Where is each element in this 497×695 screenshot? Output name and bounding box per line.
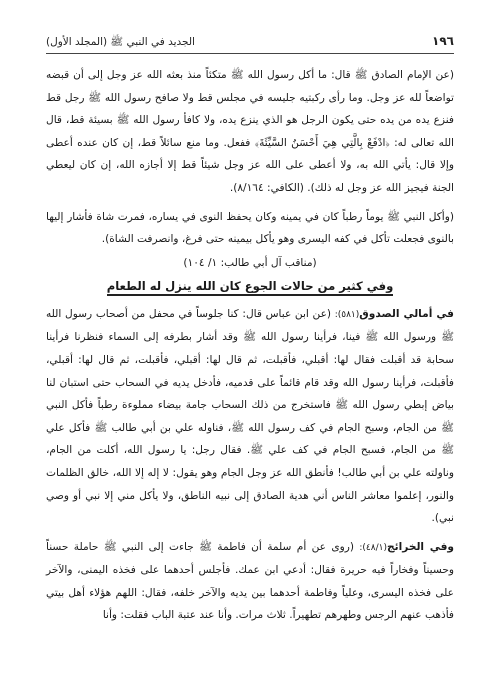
source-amali: في أمالي الصدوق	[359, 307, 454, 320]
ref-kharaij: (٤٨/١):	[359, 542, 387, 553]
text-kharaij: (روى عن أم سلمة أن فاطمة ﷺ جاءت إلى النبي ﷺ حاملة حسناً وحسيناً وفخاراً فيه حريرة فقال: أدعي ابن عمك. فأجلس أحدهما على فخذه اليمنى، والآخر على فخذه اليسرى، وعلياً وفاطمة أحدهما بين يديه والآخر خلفه، فقال: اللهم هؤلاء أهل بيتي فأذهب عنهم الرجس وطهرهم تطهيراً. ثلاث مرات. وأنا عند عتبة الباب فقلت: وأنا	[46, 540, 454, 622]
paragraph-dates-hadith: (وأكل النبي ﷺ يوماً رطباً كان في يمينه وكان يحفظ النوى في يساره، فمرت شاة فأشار إليها بالنوى فجعلت تأكل في كفه اليسرى وهو يأكل بيمينه حتى فرغ، وانصرفت الشاة).	[46, 210, 454, 246]
page-header	[46, 34, 454, 51]
ref-amali: (٥٨١):	[334, 309, 360, 320]
paragraph-amali	[46, 303, 454, 530]
section-heading	[46, 279, 454, 293]
header-divider	[46, 53, 454, 54]
paragraph-kharaij	[46, 536, 454, 627]
section-heading-text: وفي كثير من حالات الجوع كان الله ينزل له الطعام	[107, 279, 394, 296]
running-title: الجديد في النبي ﷺ (المجلد الأول)	[46, 36, 195, 48]
source-kharaij: وفي الخرائج	[386, 540, 454, 553]
page-body	[46, 64, 454, 633]
page-number: ١٩٦	[432, 34, 454, 48]
citation-manaqib: (مناقب آل أبي طالب: ١/ ١٠٤)	[183, 256, 317, 269]
paragraph-kafi-hadith: (عن الإمام الصادق ﷺ قال: ما أكل رسول الله ﷺ متكئاً منذ بعثه الله عز وجل إلى أن قبضه تواضعاً لله عز وجل. وما رأى ركبتيه جليسه في مجلس قط ولا صافح رسول الله ﷺ رجل قط فنزع يده من يده حتى يكون الرجل هو الذي ينزع يده، ولا كافأ رسول الله ﷺ بسيئة قط، قال الله تعالى له: ﴿ادْفَعْ بِالَّتِي هِيَ أَحْسَنُ السَّيِّئَةَ﴾ ففعل. وما منع سائلاً قط، إن كان عنده أعطى وإلا قال: يأتي الله به، ولا أعطى على الله عز وجل شيئاً قط إلا أجازه الله، إن كان ليعطي الجنة فيجيز الله عز وجل له ذلك). (الكافي: ٨/١٦٤).	[46, 69, 454, 194]
text-amali: (عن ابن عباس قال: كنا جلوساً في محفل من أصحاب رسول الله ﷺ ورسول الله ﷺ فينا، فرأينا رسول الله ﷺ وقد أشار بطرفه إلى السماء فنظرنا فرأينا سحابة قد أقبلت فقال لها: أقبلي، فأقبلت، ثم قال لها: أقبلي، فأقبلت، ثم قال لها: أقبلي، فأقبلت، فرأينا رسول الله وقد قام قائماً على قدميه، فأدخل يديه في السحاب حتى استبان لنا بياض إبطي رسول الله ﷺ فاستخرج من ذلك السحاب جامة بيضاء مملوءة رطباً فأكل النبي ﷺ من الجام، وسبح الجام في كف رسول الله ﷺ، فناوله علي بن أبي طالب ﷺ فأكل علي ﷺ من الجام، فسبح الجام في كف علي ﷺ. فقال رجل: يا رسول الله، أكلت من الجام، وناولته علي بن أبي طالب! فأنطق الله عز وجل الجام وهو يقول: لا إله إلا الله، خالق الظلمات والنور، إعلموا معاشر الناس أني هدية الصادق إلى نبيه الناطق، ولا يأكل مني إلا نبي أو وصي نبي).	[46, 307, 454, 525]
